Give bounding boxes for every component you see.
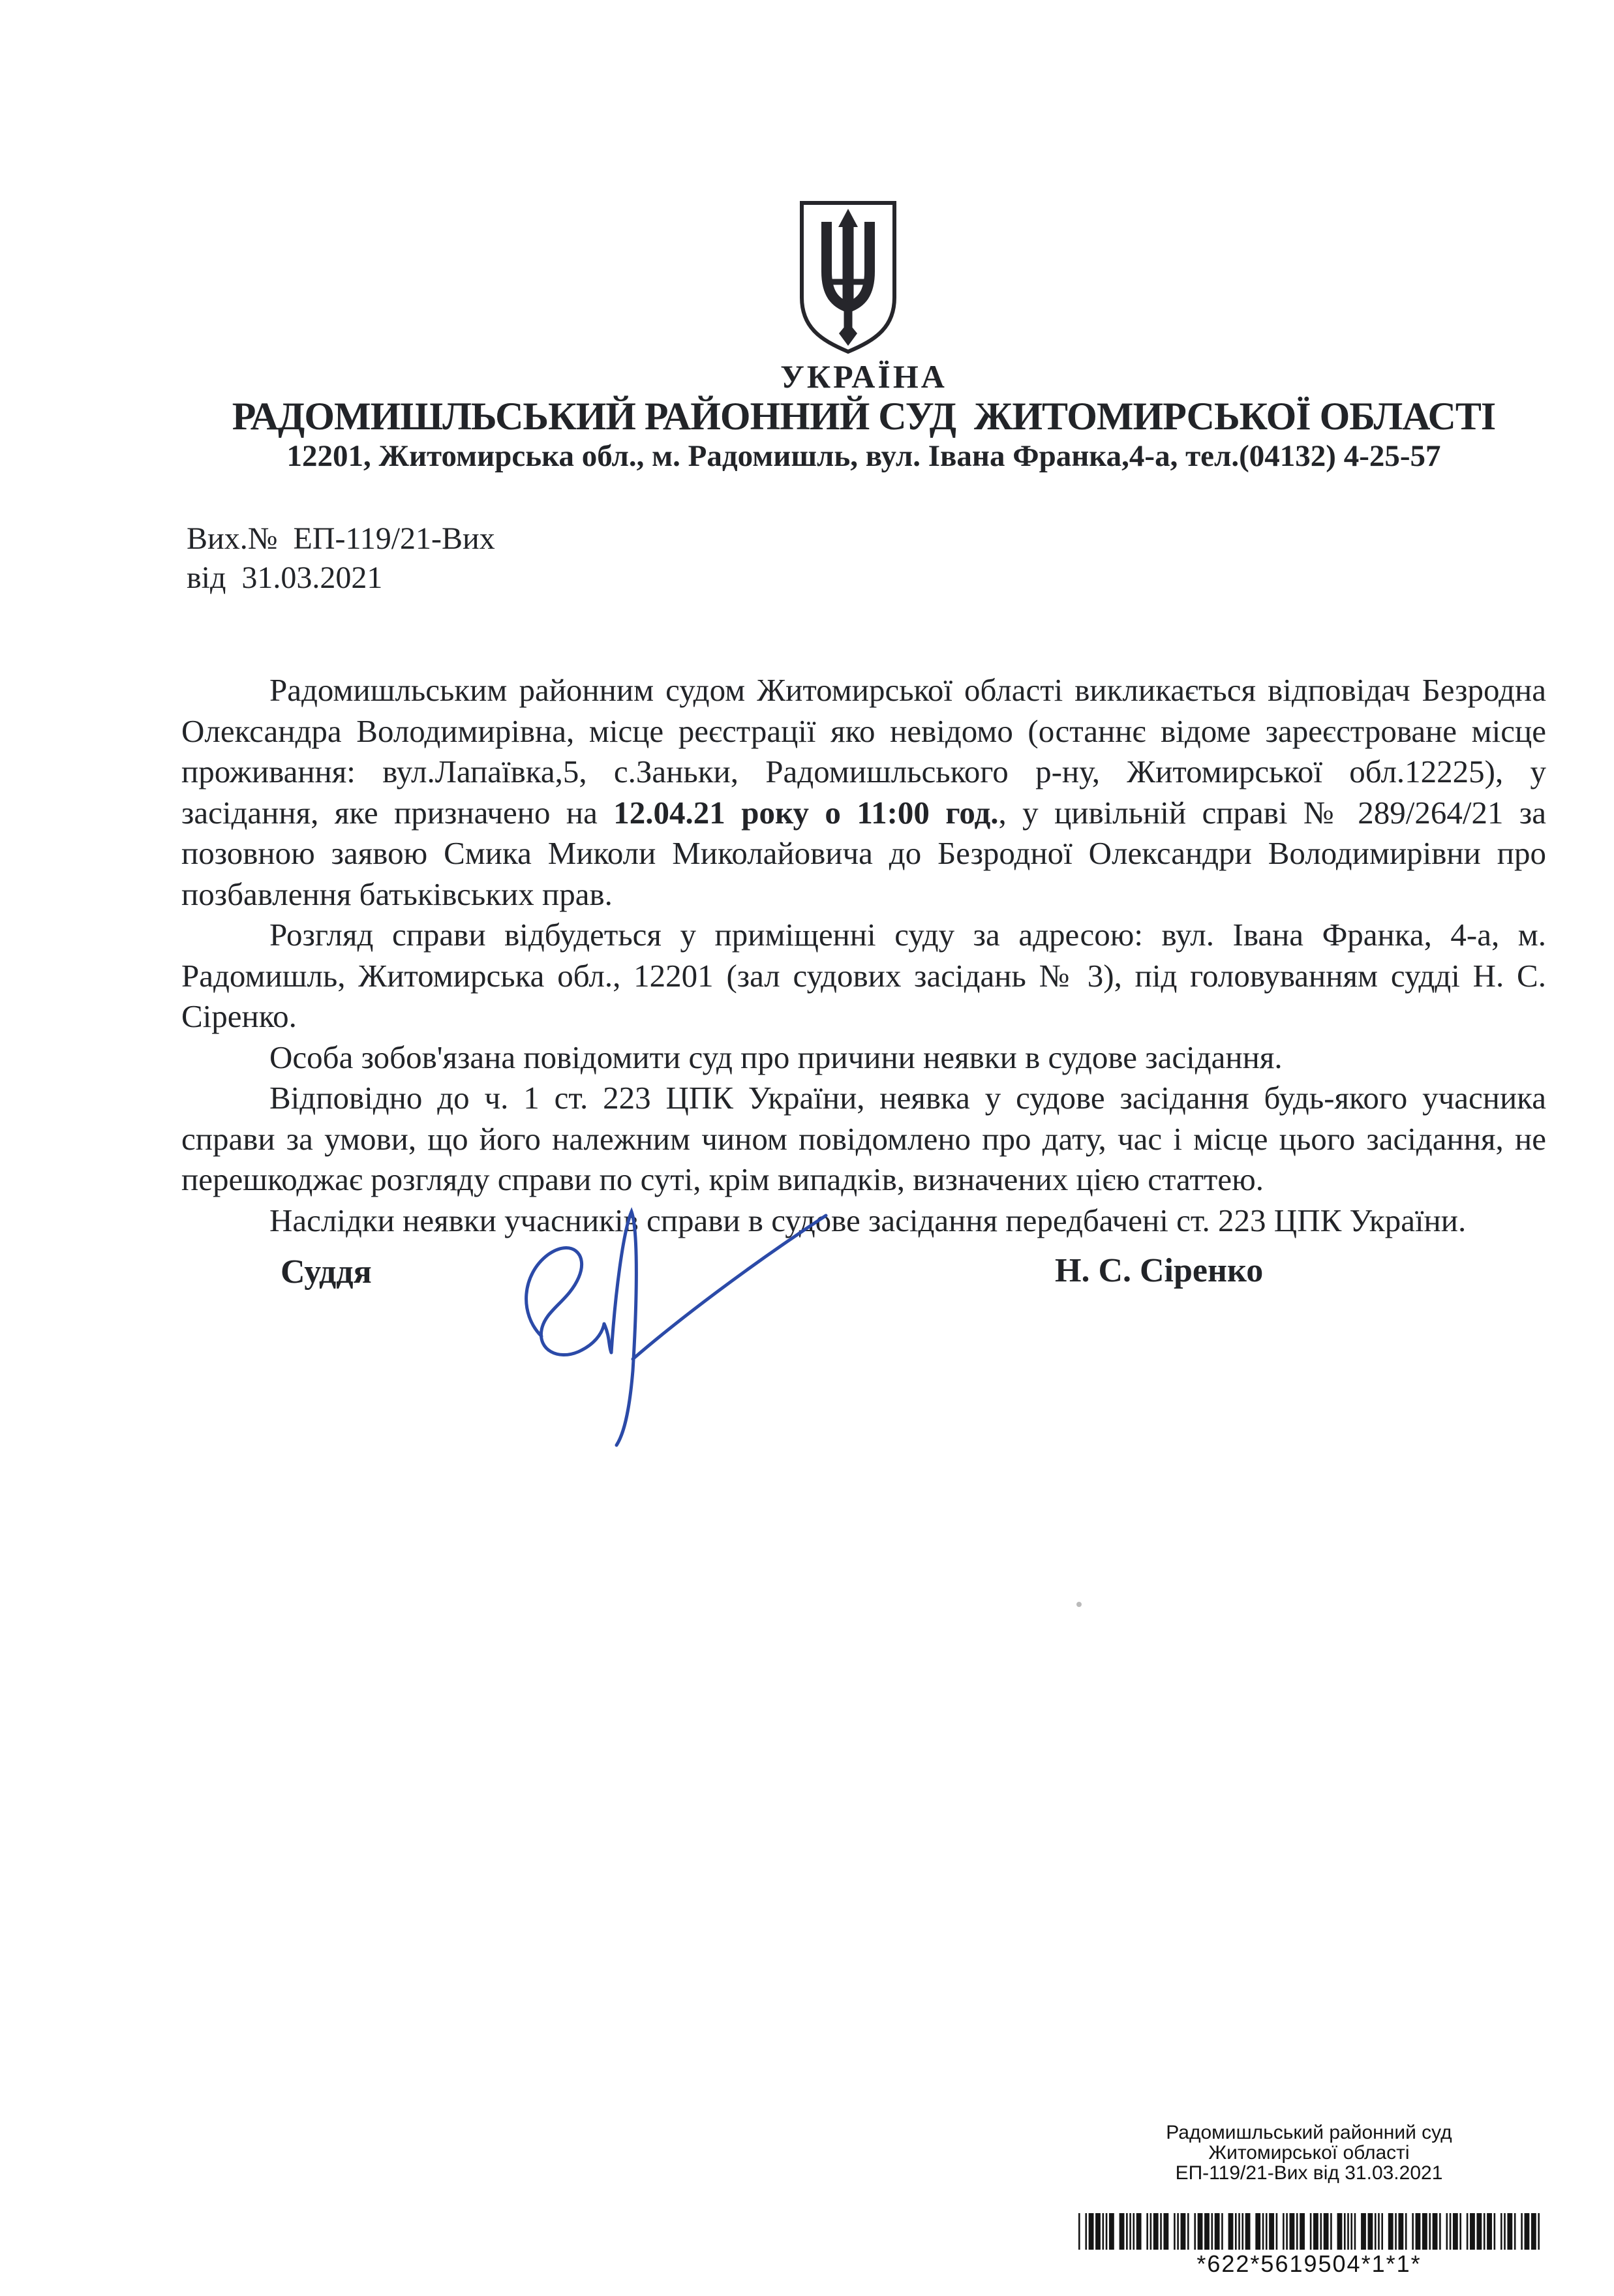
country-name: УКРАЇНА [780, 358, 947, 395]
paragraph-summons [181, 670, 1546, 915]
registration-stamp [1078, 2122, 1540, 2277]
code39-barcode [1078, 2213, 1540, 2250]
paragraph-consequences: Наслідки неявки учасників справи в судове засідання передбачені ст. 223 ЦПК України. [269, 1202, 1467, 1238]
stamp-court-line1: Радомишльський районний суд [1166, 2122, 1452, 2143]
stamp-court-line2: Житомирської області [1208, 2142, 1410, 2164]
paragraph-article-223: Відповідно до ч. 1 ст. 223 ЦПК України, неявка у судове засідання будь-якого учасника справи за умови, що його належним чином повідомлено про дату, час і місце цього засідання, не перешкоджає розгляду справи по суті, крім випадків, визначених цією статтею. [181, 1080, 1546, 1197]
paragraph-duty-to-inform: Особа зобов'язана повідомити суд про причини неявки в судове засідання. [269, 1039, 1283, 1075]
hearing-datetime: 12.04.21 року о 11:00 год. [613, 794, 999, 831]
scan-speck [1076, 1602, 1082, 1607]
court-name: РАДОМИШЛЬСЬКИЙ РАЙОННИЙ СУД ЖИТОМИРСЬКОЇ ОБЛАСТІ [232, 395, 1496, 438]
paragraph-hearing-location: Розгляд справи відбудеться у приміщенні суду за адресою: вул. Івана Франка, 4-а, м. Радомишль, Житомирська обл., 12201 (зал судових засідань № 3), під головуванням судді Н. С. Сіренко. [181, 917, 1546, 1034]
summons-text-start: Радомишльським районним судом Житомирської області викликається відповідач Безродна Олександра Володимирівна, місце реєстрації яко невідомо (останнє відоме зареєстроване місце проживання: вул.Лапаївка,5, с.Заньки, Радомишльського р-ну, Житомирської обл.12225), у засідання, яке призначено на [181, 672, 1546, 831]
outgoing-number: Вих.№ ЕП-119/21-Вих [187, 521, 495, 556]
barcode-icon [1078, 2213, 1540, 2250]
judge-name: Н. С. Сіренко [1055, 1252, 1264, 1289]
barcode-text: *622*5619504*1*1* [1196, 2250, 1422, 2277]
signer-role-label: Суддя [281, 1253, 372, 1291]
outgoing-date: від 31.03.2021 [187, 560, 383, 595]
court-address: 12201, Житомирська обл., м. Радомишль, вул. Івана Франка,4-а, тел.(04132) 4-25-57 [286, 439, 1441, 473]
coat-of-arms-ukraine-icon [797, 200, 899, 356]
judge-signature-ink [512, 1202, 832, 1447]
stamp-doc-ref: ЕП-119/21-Вих від 31.03.2021 [1175, 2162, 1443, 2184]
summons-text-end: , у цивільній справі № 289/264/21 за позовною заявою Смика Миколи Миколайовича до Безродної Олександри Володимирівни про позбавлення батьківських прав. [181, 794, 1547, 912]
letter-body [181, 670, 1546, 1241]
